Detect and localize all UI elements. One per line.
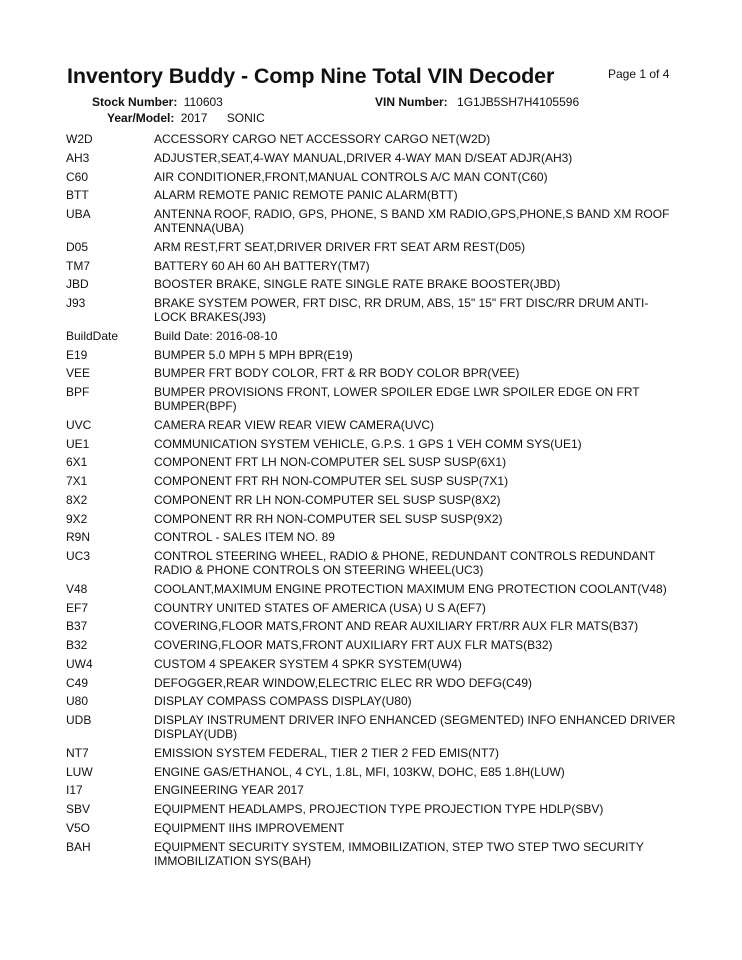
option-description: CONTROL - SALES ITEM NO. 89 (154, 530, 335, 545)
year-model-label: Year/Model: (107, 111, 175, 125)
option-code: EF7 (66, 600, 89, 615)
model-value: SONIC (226, 111, 265, 125)
option-description: CAMERA REAR VIEW REAR VIEW CAMERA(UVC) (154, 417, 435, 432)
option-code: B32 (66, 638, 88, 652)
option-description: COVERING,FLOOR MATS,FRONT AUXILIARY FRT AUX FLR MATS(B32) (154, 638, 553, 652)
option-row (66, 657, 676, 671)
option-description: ANTENNA ROOF, RADIO, GPS, PHONE, S BAND XM RADIO,GPS,PHONE,S BAND XM ROOF ANTENNA(UBA) (154, 207, 670, 235)
option-row (66, 188, 676, 202)
option-code: SBV (66, 802, 91, 816)
option-description: ALARM REMOTE PANIC REMOTE PANIC ALARM(BTT) (154, 188, 458, 203)
option-code: U80 (66, 694, 89, 709)
option-row (66, 638, 676, 652)
option-code-list (66, 132, 676, 872)
option-code: 7X1 (66, 474, 88, 488)
page-title: Inventory Buddy - Comp Nine Total VIN Decoder (67, 64, 555, 88)
option-description: ARM REST,FRT SEAT,DRIVER DRIVER FRT SEAT ARM REST(D05) (154, 239, 526, 254)
option-code: UVC (66, 417, 92, 432)
option-code: LUW (66, 764, 93, 779)
option-description: BATTERY 60 AH 60 AH BATTERY(TM7) (154, 258, 370, 273)
option-description: COMPONENT RR LH NON-COMPUTER SEL SUSP SUSP(8X2) (154, 492, 501, 507)
option-code: UBA (66, 207, 91, 221)
option-description: CUSTOM 4 SPEAKER SYSTEM 4 SPKR SYSTEM(UW4) (154, 656, 462, 671)
option-code: I17 (66, 783, 83, 798)
option-row (66, 840, 676, 868)
option-code: E19 (66, 347, 88, 362)
option-description: ENGINEERING YEAR 2017 (154, 783, 304, 798)
option-description: EQUIPMENT HEADLAMPS, PROJECTION TYPE PROJECTION TYPE HDLP(SBV) (154, 802, 604, 816)
option-code: UW4 (66, 656, 93, 671)
option-description: EMISSION SYSTEM FEDERAL, TIER 2 TIER 2 FED EMIS(NT7) (154, 745, 499, 760)
option-code: C60 (66, 169, 89, 184)
option-code: 6X1 (66, 455, 88, 470)
option-description: ACCESSORY CARGO NET ACCESSORY CARGO NET(W2D) (154, 132, 491, 146)
vin-number-label: VIN Number: (375, 95, 448, 109)
option-row (66, 207, 676, 235)
option-description: COOLANT,MAXIMUM ENGINE PROTECTION MAXIMUM ENG PROTECTION COOLANT(V48) (154, 581, 667, 596)
option-row (66, 385, 676, 413)
option-row (66, 694, 676, 708)
option-description: EQUIPMENT SECURITY SYSTEM, IMMOBILIZATION, STEP TWO STEP TWO SECURITY IMMOBILIZATION SYS(BAH) (154, 839, 644, 868)
stock-number-label: Stock Number: (92, 95, 178, 109)
option-code: UDB (66, 713, 92, 727)
option-row (66, 713, 676, 741)
option-description: COMPONENT FRT RH NON-COMPUTER SEL SUSP SUSP(7X1) (154, 474, 509, 488)
option-description: BUMPER 5.0 MPH 5 MPH BPR(E19) (154, 347, 353, 362)
option-code: D05 (66, 239, 89, 254)
option-code: V48 (66, 581, 88, 596)
option-code: 9X2 (66, 511, 88, 526)
option-row (66, 493, 676, 507)
option-description: DISPLAY INSTRUMENT DRIVER INFO ENHANCED (SEGMENTED) INFO ENHANCED DRIVER DISPLAY(UDB) (154, 713, 676, 741)
option-code: JBD (66, 277, 89, 292)
option-description: CONTROL STEERING WHEEL, RADIO & PHONE, REDUNDANT CONTROLS REDUNDANT RADIO & PHONE CONTROLS ON STEERING WHEEL(UC3) (154, 549, 656, 577)
option-row (66, 170, 676, 184)
option-row (66, 348, 676, 362)
option-row (66, 437, 676, 451)
option-code: BAH (66, 839, 91, 854)
option-code: C49 (66, 675, 89, 690)
option-row (66, 296, 676, 324)
option-row (66, 783, 676, 797)
option-code: TM7 (66, 258, 90, 273)
option-row (66, 418, 676, 432)
option-code: V5O (66, 820, 91, 835)
year-value: 2017 (180, 111, 208, 125)
option-description: EQUIPMENT IIHS IMPROVEMENT (154, 820, 345, 835)
option-description: DEFOGGER,REAR WINDOW,ELECTRIC ELEC RR WDO DEFG(C49) (154, 675, 533, 690)
option-code: BuildDate (66, 328, 119, 343)
option-code: UC3 (66, 549, 91, 563)
stock-number-value: 110603 (183, 95, 223, 109)
option-code: 8X2 (66, 492, 88, 507)
option-code: VEE (66, 366, 91, 381)
option-description: COMPONENT FRT LH NON-COMPUTER SEL SUSP SUSP(6X1) (154, 455, 507, 470)
option-code: AH3 (66, 150, 90, 165)
option-row (66, 329, 676, 343)
vin-number-field (375, 95, 579, 109)
option-row (66, 765, 676, 779)
option-description: COMMUNICATION SYSTEM VEHICLE, G.P.S. 1 GPS 1 VEH COMM SYS(UE1) (154, 436, 582, 451)
option-row (66, 601, 676, 615)
option-code: BTT (66, 188, 89, 203)
option-row (66, 455, 676, 469)
option-row (66, 132, 676, 146)
option-code: NT7 (66, 745, 89, 760)
option-description: BUMPER PROVISIONS FRONT, LOWER SPOILER EDGE LWR SPOILER EDGE ON FRT BUMPER(BPF) (154, 385, 640, 413)
stock-number-field (92, 95, 223, 109)
option-row (66, 821, 676, 835)
option-description: ENGINE GAS/ETHANOL, 4 CYL, 1.8L, MFI, 103KW, DOHC, E85 1.8H(LUW) (154, 764, 565, 779)
option-description: BOOSTER BRAKE, SINGLE RATE SINGLE RATE BRAKE BOOSTER(JBD) (154, 277, 561, 292)
vin-number-value: 1G1JB5SH7H4105596 (457, 95, 580, 109)
option-row (66, 259, 676, 273)
option-row (66, 277, 676, 291)
option-row (66, 746, 676, 760)
option-code: R9N (66, 530, 91, 545)
year-model-field (107, 111, 265, 125)
option-description: COMPONENT RR RH NON-COMPUTER SEL SUSP SUSP(9X2) (154, 511, 503, 526)
page-number: Page 1 of 4 (608, 67, 670, 81)
option-code: UE1 (66, 436, 90, 451)
option-row (66, 530, 676, 544)
option-row (66, 802, 676, 816)
option-row (66, 676, 676, 690)
option-row (66, 582, 676, 596)
option-row (66, 549, 676, 577)
option-code: W2D (66, 132, 93, 146)
option-description: COVERING,FLOOR MATS,FRONT AND REAR AUXILIARY FRT/RR AUX FLR MATS(B37) (154, 619, 639, 634)
option-row (66, 151, 676, 165)
option-code: J93 (66, 296, 86, 310)
option-description: DISPLAY COMPASS COMPASS DISPLAY(U80) (154, 694, 412, 709)
option-code: B37 (66, 619, 88, 634)
option-description: BRAKE SYSTEM POWER, FRT DISC, RR DRUM, ABS, 15" 15" FRT DISC/RR DRUM ANTI-LOCK BRAKES(J93) (154, 296, 649, 324)
option-description: AIR CONDITIONER,FRONT,MANUAL CONTROLS A/C MAN CONT(C60) (154, 169, 548, 184)
option-description: Build Date: 2016-08-10 (154, 328, 278, 343)
option-row (66, 619, 676, 633)
option-description: COUNTRY UNITED STATES OF AMERICA (USA) U S A(EF7) (154, 600, 486, 615)
option-row (66, 366, 676, 380)
option-description: ADJUSTER,SEAT,4-WAY MANUAL,DRIVER 4-WAY MAN D/SEAT ADJR(AH3) (154, 150, 573, 165)
option-row (66, 240, 676, 254)
option-description: BUMPER FRT BODY COLOR, FRT & RR BODY COLOR BPR(VEE) (154, 366, 520, 381)
option-row (66, 474, 676, 488)
option-code: BPF (66, 385, 90, 399)
option-row (66, 512, 676, 526)
